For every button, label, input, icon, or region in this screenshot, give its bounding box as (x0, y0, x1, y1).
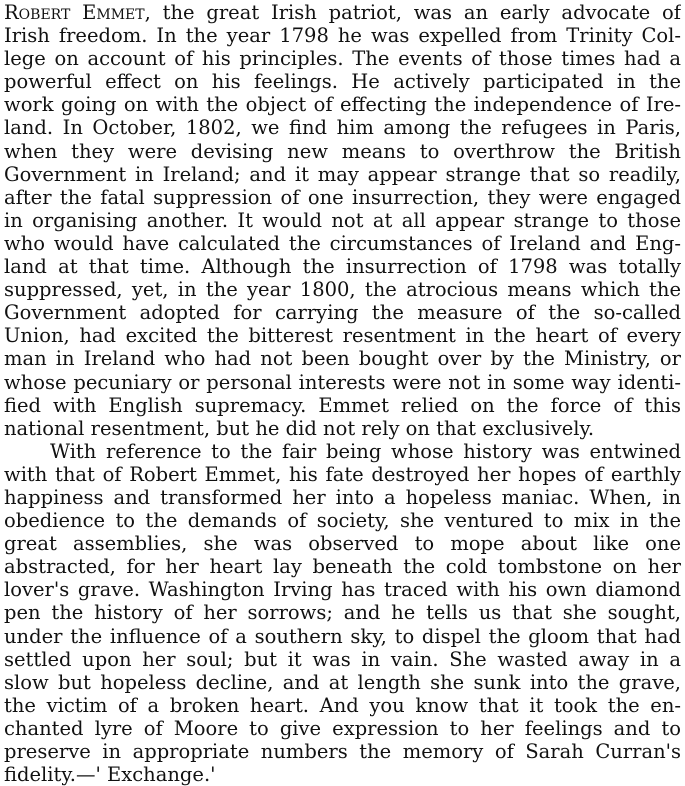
text-line: fidelity.—' Exchange.' (4, 763, 216, 786)
text-line: in organising another. It would not at all appear strange to those (4, 208, 681, 232)
text-line: after the fatal suppression of one insurrection, they were engaged (4, 185, 681, 209)
text-line: settled upon her soul; but it was in vain. She wasted away in a (4, 647, 681, 671)
text-line (4, 1, 681, 24)
text-line: Irish freedom. In the year 1798 he was expelled from Trinity Col- (4, 24, 681, 48)
text-line-rest: , the great Irish patriot, was an early advocate of (144, 1, 681, 24)
text-line: suppressed, yet, in the year 1800, the atrocious means which the (4, 278, 681, 302)
text-line: lover's grave. Washington Irving has traced with his own diamond (4, 578, 681, 602)
text-line: fied with English supremacy. Emmet relied on the force of this (4, 393, 681, 417)
text-line: With reference to the fair being whose history was entwined (50, 439, 681, 463)
text-line: happiness and transformed her into a hopeless maniac. When, in (4, 485, 681, 509)
text-line: Union, had excited the bitterest resentment in the heart of every (4, 324, 681, 348)
text-line: whose pecuniary or personal interests were not in some way identi- (4, 370, 681, 394)
text-line: lege on account of his principles. The events of those times had a (4, 47, 681, 71)
text-line: land at that time. Although the insurrection of 1798 was totally (4, 255, 681, 279)
lead-name: Robert Emmet (4, 1, 145, 24)
text-line: work going on with the object of effecting the independence of Ire- (4, 93, 681, 117)
text-line: man in Ireland who had not been bought over by the Ministry, or (4, 347, 681, 371)
text-line: pen the history of her sorrows; and he tells us that she sought, (4, 601, 681, 625)
text-line: powerful effect on his feelings. He actively participated in the (4, 70, 681, 94)
text-line: who would have calculated the circumstances of Ireland and Eng- (4, 231, 681, 255)
text-line: preserve in appropriate numbers the memory of Sarah Curran's (4, 740, 681, 763)
text-line: land. In October, 1802, we find him among the refugees in Paris, (4, 116, 681, 140)
text-line: national resentment, but he did not rely on that exclusively. (4, 416, 595, 440)
paragraph-1 (4, 1, 681, 440)
text-line: Government adopted for carrying the measure of the so-called (4, 301, 681, 325)
text-line: with that of Robert Emmet, his fate destroyed her hopes of earthly (4, 462, 681, 486)
text-line: obedience to the demands of society, she ventured to mix in the (4, 509, 681, 533)
text-line: great assemblies, she was observed to mope about like one (4, 532, 681, 556)
paragraph-2 (4, 440, 681, 786)
text-line: the victim of a broken heart. And you know that it took the en- (4, 693, 681, 717)
text-line: abstracted, for her heart lay beneath the cold tombstone on her (4, 555, 681, 579)
text-line: when they were devising new means to overthrow the British (4, 139, 681, 163)
text-line: slow but hopeless decline, and at length she sunk into the grave, (4, 670, 681, 694)
text-line: under the influence of a southern sky, to dispel the gloom that had (4, 624, 681, 648)
text-line: Government in Ireland; and it may appear strange that so readily, (4, 162, 681, 186)
text-line: chanted lyre of Moore to give expression to her feelings and to (4, 716, 681, 740)
